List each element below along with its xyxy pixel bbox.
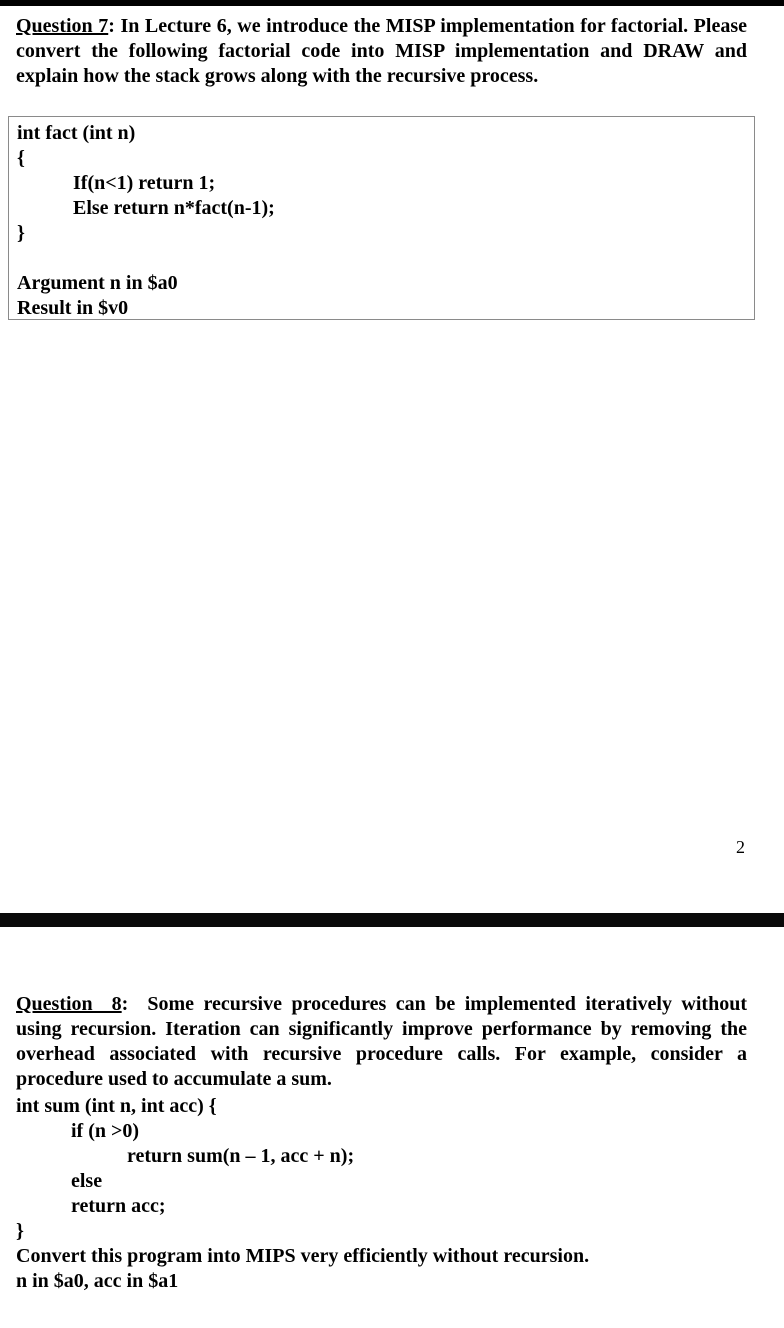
- page-number: 2: [736, 837, 745, 857]
- question-8-prompt: [16, 992, 752, 1092]
- factorial-code-box: [8, 116, 755, 320]
- question-7-prompt: [16, 14, 747, 89]
- register-instruction: n in $a0, acc in $a1: [16, 1270, 179, 1292]
- sum-code-return-acc: return acc;: [71, 1195, 166, 1217]
- page-break-bar: [0, 913, 784, 927]
- sum-code-close-brace: }: [16, 1220, 24, 1242]
- code-line-else: Else return n*fact(n-1);: [73, 197, 275, 219]
- argument-note: Argument n in $a0: [17, 272, 178, 294]
- sum-code-else: else: [71, 1170, 103, 1192]
- question-7-label: Question 7: [16, 15, 109, 37]
- sum-code-signature: int sum (int n, int acc) {: [16, 1095, 217, 1117]
- sum-code-if: if (n >0): [71, 1120, 140, 1142]
- code-line-open-brace: {: [17, 147, 25, 169]
- result-note: Result in $v0: [17, 297, 129, 319]
- code-line-if: If(n<1) return 1;: [73, 172, 216, 194]
- convert-instruction: Convert this program into MIPS very efficiently without recursion.: [16, 1245, 590, 1267]
- question-7-text: : In Lecture 6, we introduce the MISP implementation for factorial. Please convert the following factorial code into MISP implementation and DRAW and explain how the stack grows along with the recursive process.: [16, 15, 747, 87]
- question-8-label: Question 8: [16, 993, 122, 1015]
- question-8-text: : Some recursive procedures can be implemented iteratively without using recursion. Iteration can significantly improve performance by removing the overhead associated with recursive procedure calls. For example, consider a procedure used to accumulate a sum.: [16, 993, 752, 1090]
- code-line-close-brace: }: [17, 222, 25, 244]
- sum-code-return-recursive: return sum(n – 1, acc + n);: [127, 1145, 355, 1167]
- code-line-signature: int fact (int n): [17, 122, 136, 144]
- top-rule: [0, 0, 784, 6]
